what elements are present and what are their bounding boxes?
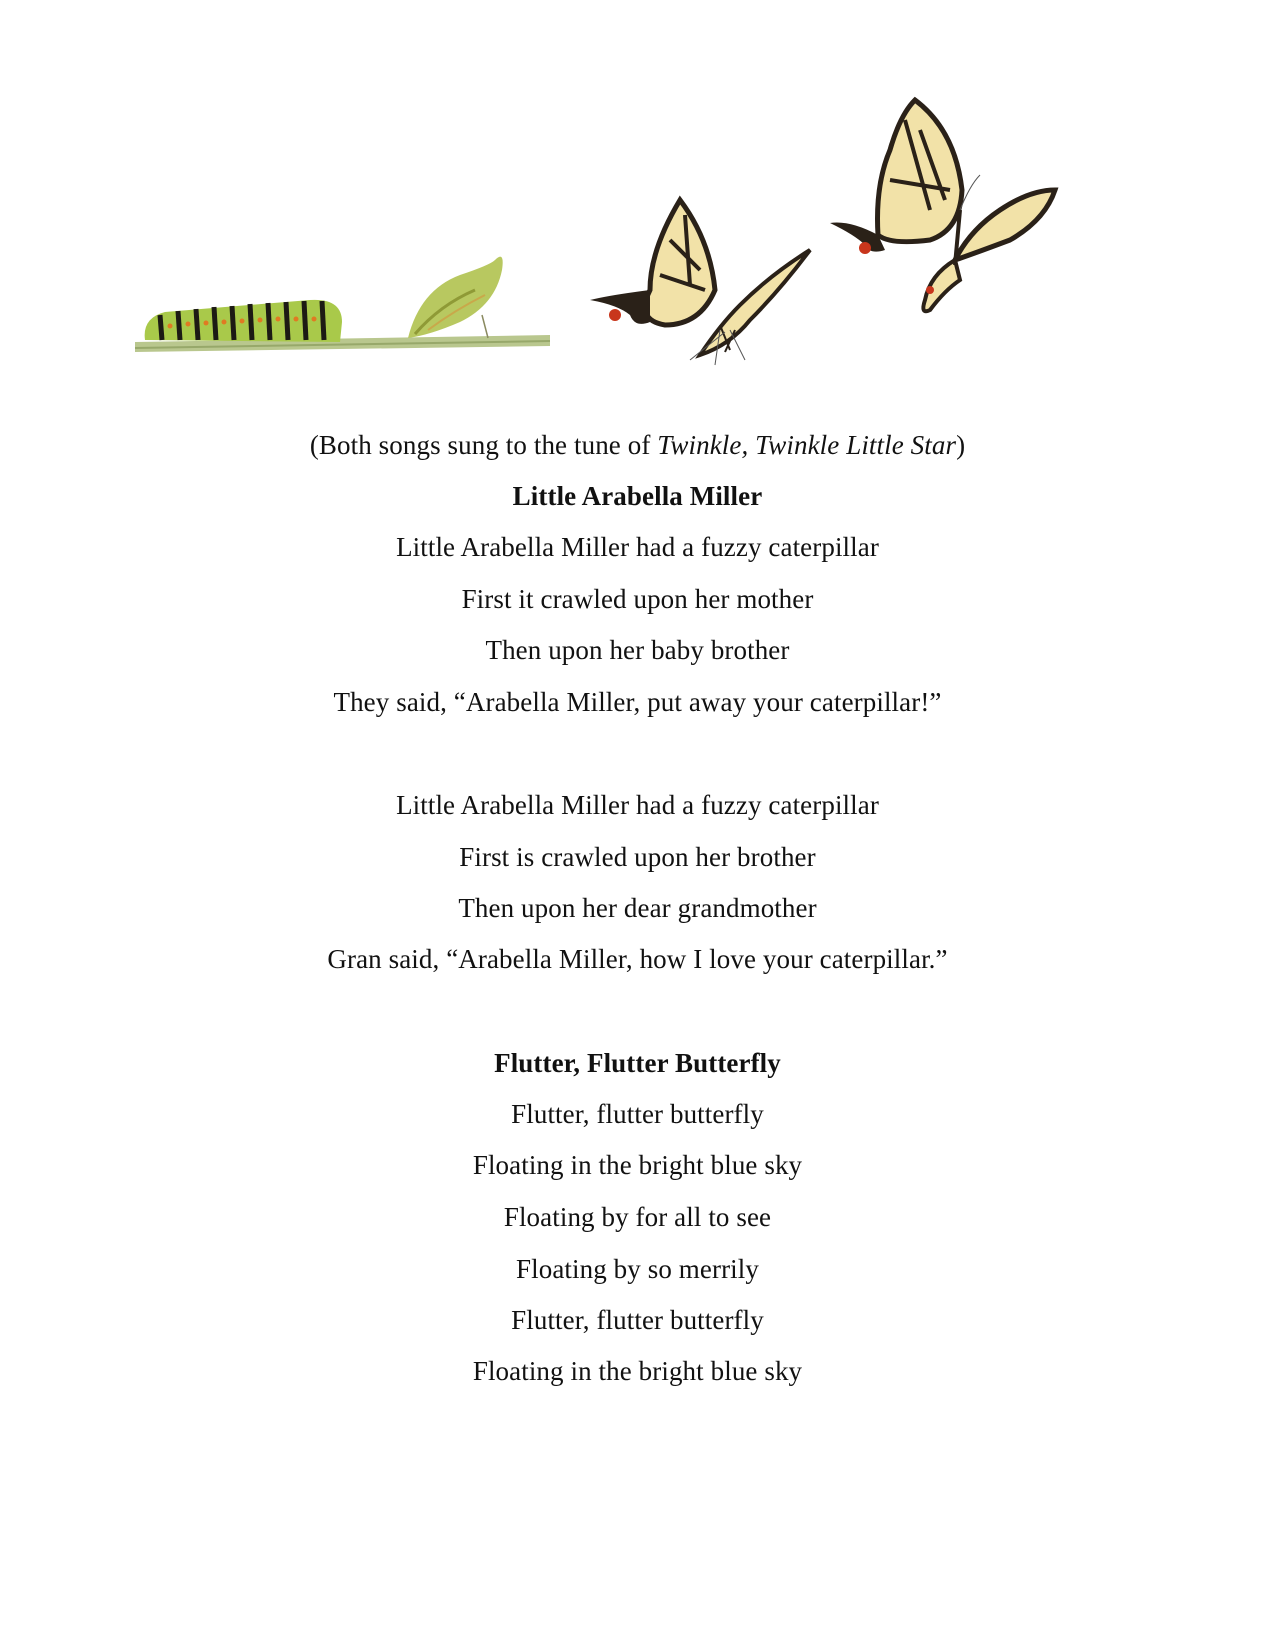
lyric-line: Little Arabella Miller had a fuzzy caterpillar: [396, 790, 879, 820]
lyric-line: Gran said, “Arabella Miller, how I love your caterpillar.”: [327, 944, 948, 974]
lyric-line: Floating in the bright blue sky: [472, 1150, 803, 1180]
tune-note-suffix: ): [956, 430, 966, 460]
lyric-line: Flutter, flutter butterfly: [511, 1099, 764, 1129]
lyric-line: Floating by for all to see: [503, 1202, 772, 1232]
lyric-line: They said, “Arabella Miller, put away your caterpillar!”: [333, 687, 942, 717]
lyric-line: Then upon her baby brother: [485, 635, 790, 665]
tune-note-prefix: (Both songs sung to the tune of: [309, 430, 658, 460]
chrysalis-icon: [408, 257, 503, 338]
tune-name: Twinkle, Twinkle Little Star: [657, 430, 957, 460]
lyric-line: Floating by so merrily: [516, 1254, 759, 1284]
lyric-line: Floating in the bright blue sky: [472, 1356, 803, 1386]
lyric-line: Flutter, flutter butterfly: [511, 1305, 764, 1335]
lyric-line: First it crawled upon her mother: [461, 584, 814, 614]
butterfly-life-cycle-illustration: [130, 90, 1070, 370]
flying-butterfly-icon: [830, 100, 1055, 311]
tune-note: [0, 428, 1275, 462]
song-title: Flutter, Flutter Butterfly: [494, 1048, 781, 1078]
lyric-line: Then upon her dear grandmother: [458, 893, 817, 923]
caterpillar-icon: [145, 300, 342, 342]
song-title: Little Arabella Miller: [512, 481, 763, 511]
lyric-line: Little Arabella Miller had a fuzzy caterpillar: [396, 532, 879, 562]
emerging-butterfly-icon: [590, 200, 810, 365]
lyric-line: First is crawled upon her brother: [459, 842, 816, 872]
